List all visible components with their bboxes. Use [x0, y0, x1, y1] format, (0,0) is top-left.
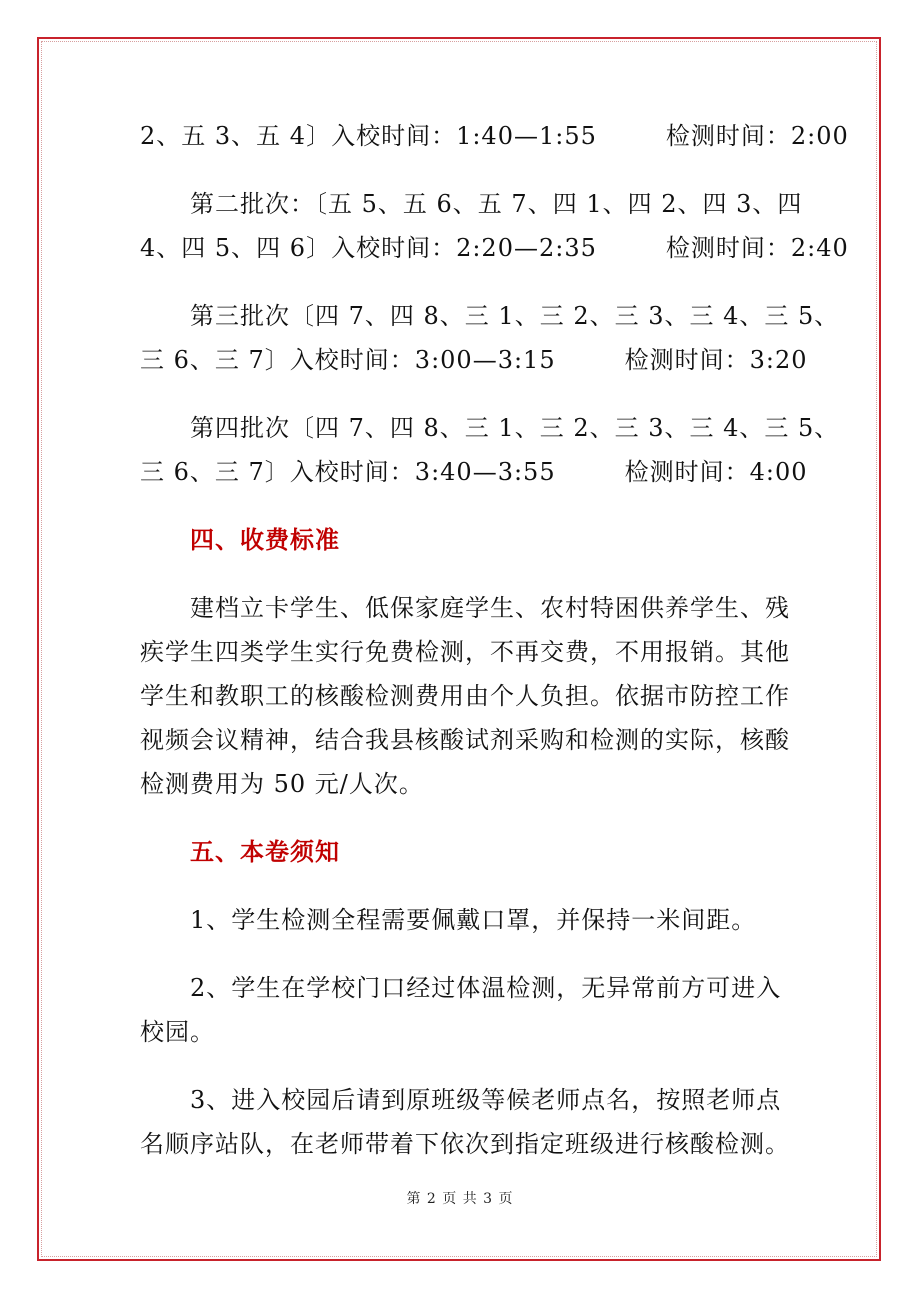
notice-item-3-line2: 名顺序站队，在老师带着下依次到指定班级进行核酸检测。 — [140, 1130, 790, 1158]
notice-item-2-line2: 校园。 — [140, 1018, 215, 1046]
batch3-line1: 第三批次〔四 7、四 8、三 1、三 2、三 3、三 4、三 5、 — [190, 302, 840, 330]
batch1-tail-line: 2、五 3、五 4〕入校时间：1:40—1:55 检测时间：2:00 — [140, 122, 849, 150]
batch4-line2: 三 6、三 7〕入校时间：3:40—3:55 检测时间：4:00 — [140, 458, 808, 486]
batch4-line1: 第四批次〔四 7、四 8、三 1、三 2、三 3、三 4、三 5、 — [190, 414, 840, 442]
fees-line-3: 学生和教职工的核酸检测费用由个人负担。依据市防控工作 — [140, 682, 790, 710]
batch2-line1: 第二批次：〔五 5、五 6、五 7、四 1、四 2、四 3、四 — [190, 190, 803, 218]
document-body — [140, 114, 849, 1166]
fees-heading: 四、收费标准 — [190, 525, 340, 554]
fees-line-4: 视频会议精神，结合我县核酸试剂采购和检测的实际，核酸 — [140, 726, 790, 754]
fees-line-5: 检测费用为 50 元/人次。 — [140, 770, 424, 798]
notice-item-2-line1: 2、学生在学校门口经过体温检测，无异常前方可进入 — [190, 974, 782, 1002]
notice-item-3-line1: 3、进入校园后请到原班级等候老师点名，按照老师点 — [190, 1086, 782, 1114]
page-footer: 第 2 页 共 3 页 — [406, 1191, 514, 1207]
fees-line-2: 疾学生四类学生实行免费检测，不再交费，不用报销。其他 — [140, 638, 790, 666]
batch2-line2: 4、四 5、四 6〕入校时间：2:20—2:35 检测时间：2:40 — [140, 234, 849, 262]
fees-line-1: 建档立卡学生、低保家庭学生、农村特困供养学生、残 — [190, 594, 790, 622]
batch3-line2: 三 6、三 7〕入校时间：3:00—3:15 检测时间：3:20 — [140, 346, 808, 374]
notice-heading: 五、本卷须知 — [190, 837, 340, 866]
notice-item-1: 1、学生检测全程需要佩戴口罩，并保持一米间距。 — [190, 906, 757, 934]
